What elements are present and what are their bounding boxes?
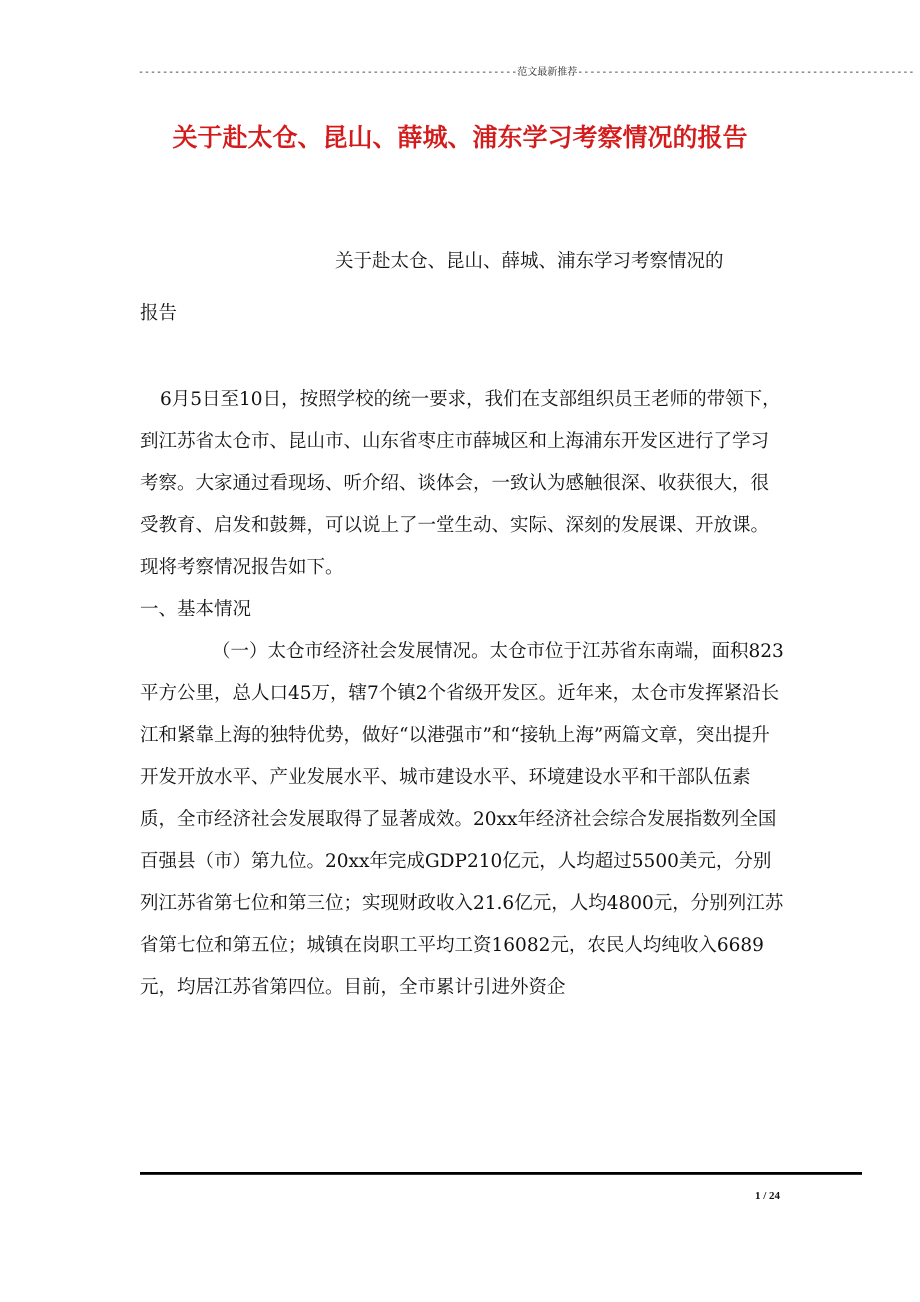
header-banner: ---------------------------------------------------------------范文最新推荐-------------------------------------------------------- bbox=[138, 67, 915, 78]
document-title: 关于赴太仓、昆山、薛城、浦东学习考察情况的报告 bbox=[172, 123, 748, 152]
subtitle-line-1: 关于赴太仓、昆山、薛城、浦东学习考察情况的 bbox=[335, 251, 724, 272]
footer-divider bbox=[140, 1172, 862, 1175]
subtitle-line-2: 报告 bbox=[140, 303, 178, 324]
document-body bbox=[140, 379, 785, 1009]
page-number: 1 / 24 bbox=[754, 1190, 780, 1202]
paragraph-taicang: （一）太仓市经济社会发展情况。太仓市位于江苏省东南端，面积823平方公里，总人口45万，辖7个镇2个省级开发区。近年来，太仓市发挥紧沿长江和紧靠上海的独特优势，做好“以港强市”和“接轨上海”两篇文章，突出提升开发开放水平、产业发展水平、城市建设水平、环境建设水平和干部队伍素质，全市经济社会发展取得了显著成效。20xx年经济社会综合发展指数列全国百强县（市）第九位。20xx年完成GDP210亿元，人均超过5500美元，分别列江苏省第七位和第三位；实现财政收入21.6亿元，人均4800元，分别列江苏省第七位和第五位；城镇在岗职工平均工资16082元，农民人均纯收入6689元，均居江苏省第四位。目前，全市累计引进外资企 bbox=[140, 641, 784, 998]
document-subtitle bbox=[140, 236, 785, 340]
section-heading-basic-info: 一、基本情况 bbox=[140, 599, 252, 620]
paragraph-intro: 6月5日至10日，按照学校的统一要求，我们在支部组织员王老师的带领下，到江苏省太仓市、昆山市、山东省枣庄市薛城区和上海浦东开发区进行了学习考察。大家通过看现场、听介绍、谈体会，一致认为感触很深、收获很大，很受教育、启发和鼓舞，可以说上了一堂生动、实际、深刻的发展课、开放课。现将考察情况报告如下。 bbox=[140, 389, 781, 578]
